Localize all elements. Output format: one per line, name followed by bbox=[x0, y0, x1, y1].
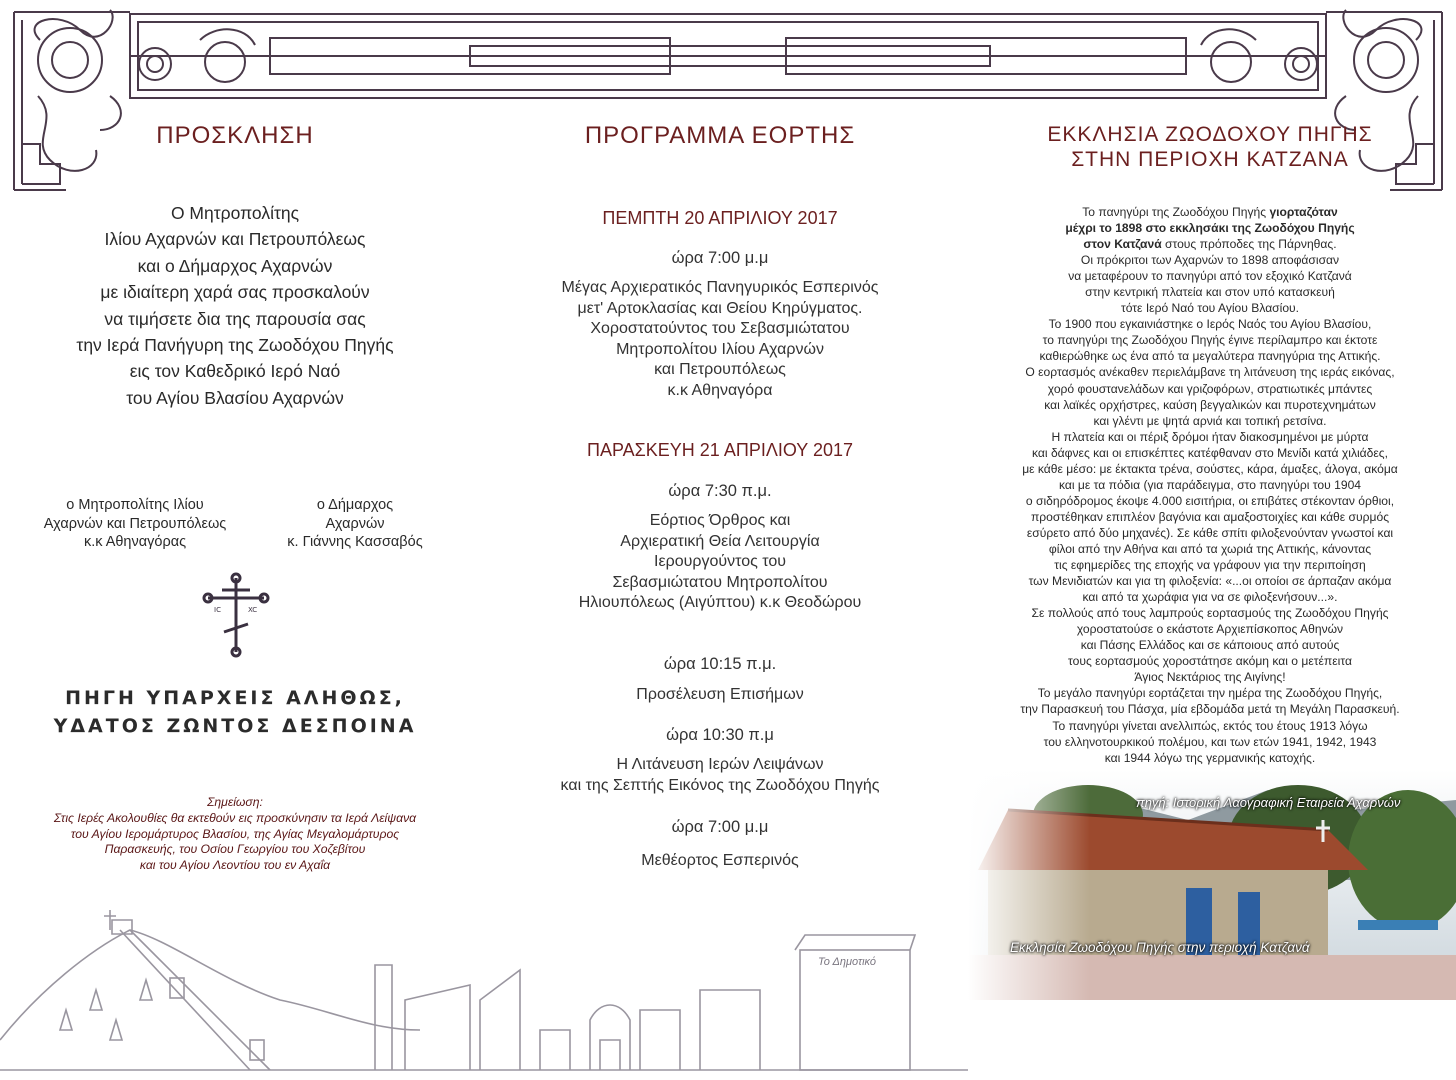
history-text: Το πανηγύρι της Ζωοδόχου Πηγής bbox=[1082, 205, 1270, 219]
history-emphasis: μέχρι το 1898 στο εκκλησάκι της Ζωοδόχου Πηγής bbox=[1065, 221, 1355, 236]
day2-program-3 bbox=[510, 755, 930, 796]
history-line: ο σιδηρόδρομος έκοψε 4.000 εισιτήρια, οι επιβάτες στέκονταν όρθιοι, bbox=[1025, 493, 1395, 508]
invitation-line: του Αγίου Βλασίου Αχαρνών bbox=[126, 387, 344, 408]
cross-letters-xc: XC bbox=[248, 606, 258, 614]
day2-program-4: Μεθέορτος Εσπερινός bbox=[641, 852, 799, 869]
invitation-line: με ιδιαίτερη χαρά σας προσκαλούν bbox=[100, 282, 370, 303]
history-line: Σε πολλούς από τους λαμπρούς εορτασμούς της Ζωοδόχου Πηγής bbox=[1031, 606, 1389, 621]
photo-caption: Εκκλησία Ζωοδόχου Πηγής στην περιοχή Κατζανά bbox=[1010, 940, 1310, 955]
history-emphasis: στον Κατζανά bbox=[1083, 237, 1162, 252]
invitation-text bbox=[40, 200, 430, 411]
program-line: Μέγας Αρχιερατικός Πανηγυρικός Εσπερινός bbox=[561, 279, 879, 296]
program-line: Ηλιουπόλεως (Αιγύπτου) κ.κ Θεοδώρου bbox=[578, 594, 862, 611]
program-line: Χοροστατούντος του Σεβασμιώτατου bbox=[590, 320, 850, 337]
note-line: Στις Ιερές Ακολουθίες θα εκτεθούν εις προσκύνησιν τα Ιερά Λείψανα bbox=[53, 810, 417, 825]
day2-program-1 bbox=[510, 511, 930, 614]
note-line: Παρασκευής, του Οσίου Γεωργίου του Χοζεβίτου bbox=[104, 842, 366, 857]
history-line: το πανηγύρι της Ζωοδόχου Πηγής έγινε περίλαμπρο και έκτοτε bbox=[1042, 333, 1378, 348]
history-line: Το 1900 που εγκαινιάστηκε ο Ιερός Ναός του Αγίου Βλασίου, bbox=[1048, 317, 1372, 332]
day2-heading: ΠΑΡΑΣΚΕΥΗ 21 ΑΠΡΙΛΙΟΥ 2017 bbox=[586, 440, 854, 460]
orthodox-cross-icon bbox=[200, 572, 272, 658]
church-title-line: ΕΚΚΛΗΣΙΑ ΖΩΟΔΟΧΟΥ ΠΗΓΗΣ bbox=[1047, 123, 1373, 146]
program-line: Η Λιτάνευση Ιερών Λειψάνων bbox=[616, 756, 824, 773]
invitation-line: Ιλίου Αχαρνών και Πετρουπόλεως bbox=[104, 229, 366, 250]
history-line: τις εφημερίδες της εποχής να γράφουν για την περιποίηση bbox=[1054, 558, 1366, 573]
signature-line: ο Μητροπολίτης Ιλίου bbox=[66, 497, 204, 513]
day1-heading: ΠΕΜΠΤΗ 20 ΑΠΡΙΛΙΟΥ 2017 bbox=[602, 208, 838, 228]
history-line: προστέθηκαν επιπλέον βαγόνια και αμαξοστοιχίες και κάθε συρμός bbox=[1030, 509, 1390, 524]
note-line: του Αγίου Ιερομάρτυρος Βλασίου, της Αγίας Μεγαλομάρτυρος bbox=[70, 826, 400, 841]
day1-time: ώρα 7:00 μ.μ bbox=[671, 249, 769, 267]
history-line: και Πάσης Ελλάδος και σε κάποιους από αυτούς bbox=[1080, 638, 1340, 653]
history-line: με κάθε μέσο: με έκτακτα τρένα, σούστες, κάρα, άμαξες, άλογα, ακόμα bbox=[1022, 461, 1398, 476]
signature-mayor bbox=[260, 496, 450, 552]
invitation-line: Ο Μητροπολίτης bbox=[170, 203, 300, 223]
program-line: και Πετρουπόλεως bbox=[654, 361, 786, 378]
history-line: Το μεγάλο πανηγύρι εορτάζεται την ημέρα της Ζωοδόχου Πηγής, bbox=[1037, 686, 1383, 701]
invitation-line: την Ιερά Πανήγυρη της Ζωοδόχου Πηγής bbox=[76, 335, 394, 356]
invitation-line: να τιμήσετε δια της παρουσία σας bbox=[104, 308, 366, 329]
invitation-line: και ο Δήμαρχος Αχαρνών bbox=[137, 255, 333, 276]
history-line: χοροστατούσε ο εκάστοτε Αρχιεπίσκοπος Αθηνών bbox=[1076, 622, 1344, 637]
history-line: των Μενιδιατών και για τη φιλοξενία: «...οι οποίοι σε άρπαζαν ακόμα bbox=[1028, 574, 1392, 589]
history-line: και 1944 λόγω της γερμανικής κατοχής. bbox=[1104, 750, 1316, 765]
signature-line: Αχαρνών και Πετρουπόλεως bbox=[43, 515, 227, 532]
program-line: Μητροπολίτου Ιλίου Αχαρνών bbox=[616, 340, 824, 358]
day2-time-1: ώρα 7:30 π.μ. bbox=[668, 482, 772, 500]
program-line: Ιερουργούντος του bbox=[654, 553, 786, 570]
day2-time-3: ώρα 10:30 π.μ bbox=[666, 726, 774, 744]
motto-line: ΠΗΓΗ ΥΠΑΡΧΕΙΣ ΑΛΗΘΩΣ, bbox=[65, 687, 405, 709]
day2-time-4: ώρα 7:00 μ.μ bbox=[671, 818, 769, 836]
program-line: κ.κ Αθηναγόρα bbox=[667, 381, 773, 399]
history-line: και γλέντι με ψητά αρνιά και τοπική ρετσίνα. bbox=[1093, 413, 1327, 428]
history-line: Το πανηγύρι γίνεται ανελλιπώς, εκτός του έτους 1913 λόγω bbox=[1052, 718, 1368, 733]
note bbox=[15, 795, 455, 874]
cross-letters-ic: IC bbox=[214, 606, 221, 614]
signature-line: κ. Γιάννης Κασσαβός bbox=[287, 534, 423, 550]
history-line: φίλοι από την Αθήνα και από τα χωριά της Αττικής, κάνοντας bbox=[1048, 541, 1372, 556]
church-title bbox=[980, 122, 1440, 172]
note-title: Σημείωση: bbox=[207, 795, 263, 809]
history-line: χορό φουστανελάδων και γριζοφόρων, στρατιωτικές μπάντες bbox=[1047, 381, 1373, 396]
skyline-sketch bbox=[0, 890, 968, 1080]
signature-line: κ.κ Αθηναγόρας bbox=[83, 534, 187, 550]
history-line: καθιερώθηκε ως ένα από τα μεγαλύτερα πανηγύρια της Αττικής. bbox=[1039, 349, 1381, 364]
history-line: να μεταφέρουν το πανηγύρι από τον εξοχικό Κατζανά bbox=[1068, 269, 1352, 284]
program-line: Αρχιερατική Θεία Λειτουργία bbox=[620, 532, 820, 550]
history-line bbox=[980, 220, 1440, 236]
history-line: του ελληνοτουρκικού πολέμου, και των ετών 1941, 1942, 1943 bbox=[1043, 734, 1377, 749]
history-line: και λαϊκές ορχήστρες, καύση βεγγαλικών και πυροτεχνημάτων bbox=[1044, 397, 1376, 412]
motto-line: ΥΔΑΤΟΣ ΖΩΝΤΟΣ ΔΕΣΠΟΙΝΑ bbox=[53, 715, 417, 737]
signature-line: Αχαρνών bbox=[325, 515, 385, 532]
invitation-line: εις τον Καθεδρικό Ιερό Ναό bbox=[129, 361, 341, 382]
history-line: Άγιος Νεκτάριος της Αιγίνης! bbox=[1134, 670, 1286, 685]
signature-metropolitan bbox=[20, 496, 250, 552]
day2-time-2: ώρα 10:15 π.μ. bbox=[663, 655, 777, 673]
program-line: Σεβασμιώτατου Μητροπολίτου bbox=[612, 573, 828, 591]
invitation-title: ΠΡΟΣΚΛΗΣΗ bbox=[156, 122, 314, 149]
history-line: και με τα πόδια (για παράδειγμα, στο πανηγύρι του 1904 bbox=[1058, 477, 1362, 492]
history-line: Η πλατεία και οι πέριξ δρόμοι ήταν διακοσμημένοι με μύρτα bbox=[1051, 429, 1369, 444]
church-history bbox=[980, 204, 1440, 766]
note-line: και του Αγίου Λεοντίου του εν Αχαΐα bbox=[139, 858, 331, 873]
history-line: και δάφνες και οι επισκέπτες κατέφθαναν στο Μενίδι κατά χιλιάδες, bbox=[1032, 445, 1388, 460]
church-photo bbox=[968, 770, 1456, 1000]
history-line: Ο εορτασμός ανέκαθεν περιελάμβανε τη λιτάνευση της ιεράς εικόνας, bbox=[1025, 365, 1395, 380]
program-line: μετ' Αρτοκλασίας και Θείου Κηρύγματος. bbox=[577, 299, 863, 317]
history-line: Οι πρόκριτοι των Αχαρνών το 1898 αποφάσισαν bbox=[1080, 253, 1340, 268]
signature-line: ο Δήμαρχος bbox=[316, 497, 394, 513]
program-line: και της Σεπτής Εικόνος της Ζωοδόχου Πηγής bbox=[560, 776, 880, 794]
history-line: τους εορτασμούς χοροστάτησε ακόμη και ο μετέπειτα bbox=[1068, 654, 1352, 669]
skyline-sign: Το Δημοτικό bbox=[818, 956, 877, 968]
church-title-line: ΣΤΗΝ ΠΕΡΙΟΧΗ ΚΑΤΖΑΝΑ bbox=[1071, 148, 1349, 171]
history-line: τότε Ιερό Ναό του Αγίου Βλασίου. bbox=[1120, 301, 1300, 316]
history-text: στους πρόποδες της Πάρνηθας. bbox=[1161, 237, 1337, 252]
day2-program-2: Προσέλευση Επισήμων bbox=[636, 686, 804, 703]
history-line: την Παρασκευή του Πάσχα, μία εβδομάδα μετά τη Μεγάλη Παρασκευή. bbox=[1020, 702, 1400, 717]
history-emphasis: γιορταζόταν bbox=[1269, 205, 1338, 219]
history-line bbox=[980, 204, 1440, 220]
day1-program bbox=[510, 278, 930, 401]
history-line: και από τα χωράφια για να σε φιλοξενήσουν...». bbox=[1082, 590, 1338, 605]
program-line: Εόρτιος Όρθρος και bbox=[649, 512, 791, 529]
history-line: εσύρετο από δύο μηχανές). Σε κάθε σπίτι φιλοξενούνταν γνωστοί και bbox=[1026, 525, 1394, 540]
history-line bbox=[980, 236, 1440, 252]
motto bbox=[40, 684, 430, 740]
program-title: ΠΡΟΓΡΑΜΜΑ ΕΟΡΤΗΣ bbox=[584, 122, 856, 149]
history-line: στην κεντρική πλατεία και στον υπό κατασκευή bbox=[1085, 285, 1335, 300]
photo-source: πηγή: Ιστορική Λαογραφική Εταιρεία Αχαρνών bbox=[1136, 795, 1401, 810]
